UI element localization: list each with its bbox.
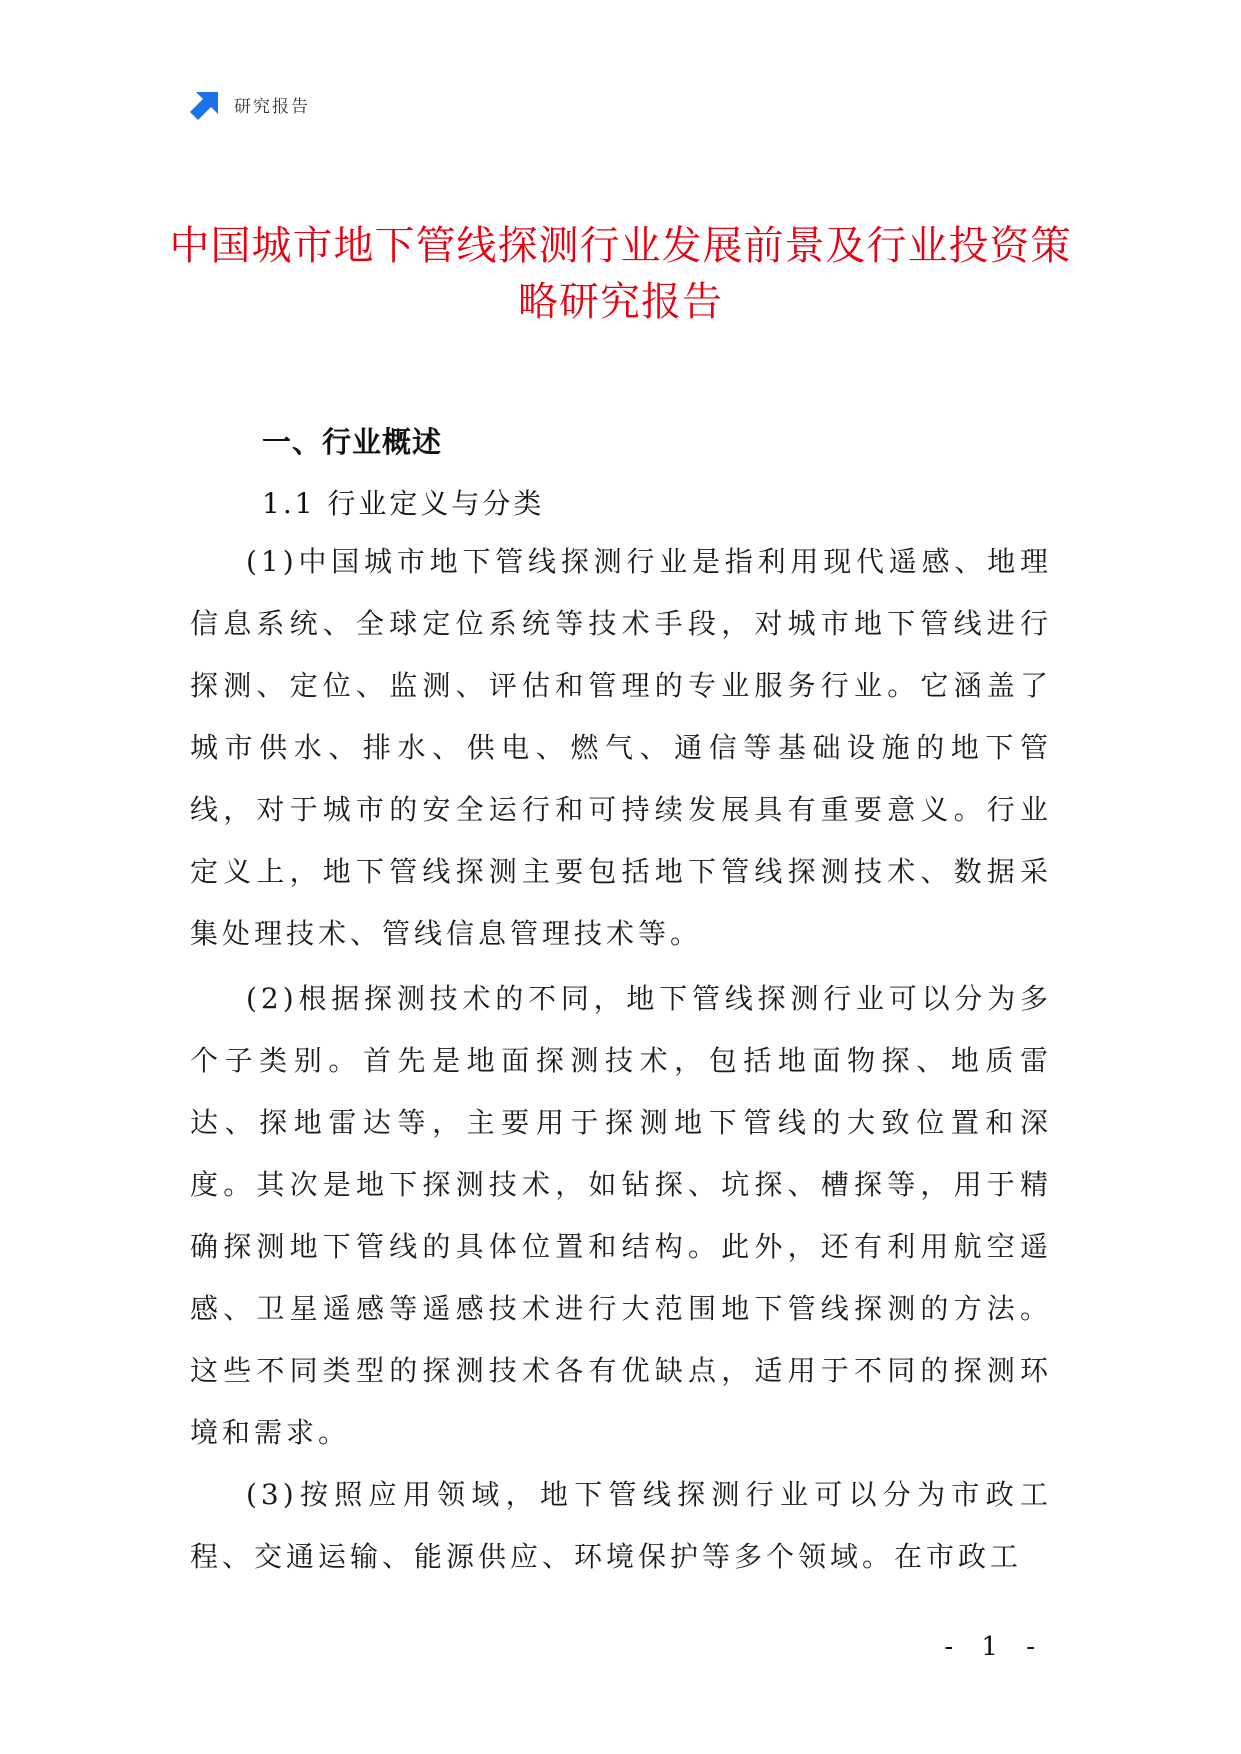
paragraph-2: (2)根据探测技术的不同，地下管线探测行业可以分为多个子类别。首先是地面探测技术，包括地面物探、地质雷达、探地雷达等，主要用于探测地下管线的大致位置和深度。其次是地下探测技术，如钻探、坑探、槽探等，用于精确探测地下管线的具体位置和结构。此外，还有利用航空遥感、卫星遥感等遥感技术进行大范围地下管线探测的方法。这些不同类型的探测技术各有优缺点，适用于不同的探测环境和需求。 [190,982,1052,1449]
arrow-up-right-icon [190,88,222,120]
section-heading: 一、行业概述 [262,425,443,459]
header-label: 研究报告 [234,96,310,117]
subsection-heading: 1.1 行业定义与分类 [262,487,545,520]
paragraph-1: (1)中国城市地下管线探测行业是指利用现代遥感、地理信息系统、全球定位系统等技术手段，对城市地下管线进行探测、定位、监测、评估和管理的专业服务行业。它涵盖了城市供水、排水、供电、燃气、通信等基础设施的地下管线，对于城市的安全运行和可持续发展具有重要意义。行业定义上，地下管线探测主要包括地下管线探测技术、数据采集处理技术、管线信息管理技术等。 [190,545,1052,950]
document-header [190,88,310,120]
paragraph-3: (3)按照应用领域，地下管线探测行业可以分为市政工程、交通运输、能源供应、环境保护等多个领域。在市政工 [190,1478,1052,1573]
page-number: - 1 - [944,1632,1045,1662]
page-title: 中国城市地下管线探测行业发展前景及行业投资策略研究报告 [169,223,1072,325]
